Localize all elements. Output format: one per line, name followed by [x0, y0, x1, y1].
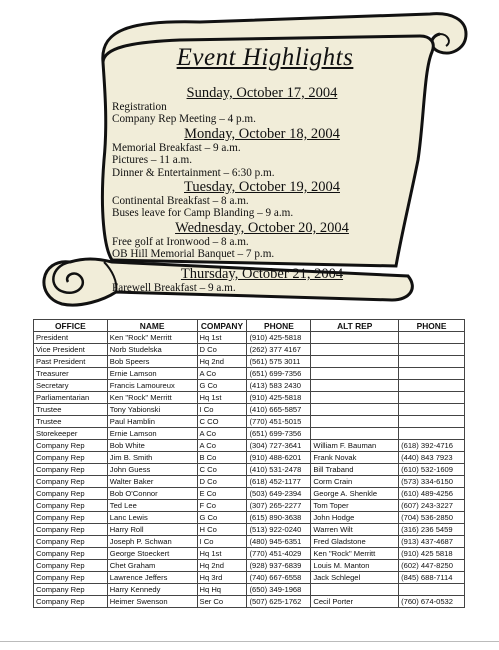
- day-heading: Sunday, October 17, 2004: [186, 85, 338, 101]
- phone-cell: (410) 531-2478: [247, 464, 311, 476]
- column-header-company: COMPANY: [197, 320, 247, 332]
- office-cell: Treasurer: [34, 368, 108, 380]
- office-cell: Company Rep: [34, 476, 108, 488]
- alt-phone-cell: [399, 584, 465, 596]
- company-cell: F Co: [197, 500, 247, 512]
- office-cell: President: [34, 332, 108, 344]
- roster-body: [34, 332, 465, 608]
- name-cell: Harry Kennedy: [107, 584, 197, 596]
- alt-phone-cell: (610) 489-4256: [399, 488, 465, 500]
- company-cell: A Co: [197, 368, 247, 380]
- office-cell: Secretary: [34, 380, 108, 392]
- day-heading: Thursday, October 21, 2004: [180, 266, 344, 282]
- office-cell: Trustee: [34, 416, 108, 428]
- name-cell: Bob White: [107, 440, 197, 452]
- phone-cell: (910) 488-6201: [247, 452, 311, 464]
- day-item: Pictures – 11 a.m.: [112, 154, 193, 167]
- company-cell: Hq 1st: [197, 332, 247, 344]
- office-cell: Company Rep: [34, 548, 108, 560]
- alt-rep-cell: [311, 392, 399, 404]
- company-cell: I Co: [197, 536, 247, 548]
- alt-rep-cell: Louis M. Manton: [311, 560, 399, 572]
- office-cell: Company Rep: [34, 572, 108, 584]
- phone-cell: (513) 922-0240: [247, 524, 311, 536]
- name-cell: Jim B. Smith: [107, 452, 197, 464]
- alt-rep-cell: John Hodge: [311, 512, 399, 524]
- alt-phone-cell: [399, 392, 465, 404]
- office-cell: Company Rep: [34, 584, 108, 596]
- name-cell: Norb Studelska: [107, 344, 197, 356]
- alt-rep-cell: Bill Traband: [311, 464, 399, 476]
- name-cell: Bob O'Connor: [107, 488, 197, 500]
- alt-rep-cell: [311, 404, 399, 416]
- company-cell: Hq Hq: [197, 584, 247, 596]
- phone-cell: (770) 451-4029: [247, 548, 311, 560]
- phone-cell: (740) 667-6558: [247, 572, 311, 584]
- office-cell: Vice President: [34, 344, 108, 356]
- phone-cell: (650) 349-1968: [247, 584, 311, 596]
- alt-phone-cell: (602) 447-8250: [399, 560, 465, 572]
- alt-phone-cell: (845) 688-7114: [399, 572, 465, 584]
- alt-rep-cell: Frank Novak: [311, 452, 399, 464]
- company-cell: C Co: [197, 464, 247, 476]
- phone-cell: (651) 699-7356: [247, 428, 311, 440]
- office-cell: Company Rep: [34, 440, 108, 452]
- office-cell: Trustee: [34, 404, 108, 416]
- day-heading: Monday, October 18, 2004: [184, 126, 340, 142]
- table-row: [34, 584, 465, 596]
- name-cell: Harry Roll: [107, 524, 197, 536]
- table-row: [34, 548, 465, 560]
- company-cell: Hq 1st: [197, 392, 247, 404]
- table-row: [34, 332, 465, 344]
- office-cell: Company Rep: [34, 560, 108, 572]
- phone-cell: (503) 649-2394: [247, 488, 311, 500]
- name-cell: Bob Speers: [107, 356, 197, 368]
- name-cell: Ken "Rock" Merritt: [107, 392, 197, 404]
- company-cell: Hq 2nd: [197, 356, 247, 368]
- alt-phone-cell: [399, 332, 465, 344]
- name-cell: John Guess: [107, 464, 197, 476]
- table-row: [34, 428, 465, 440]
- column-header-alt-phone: PHONE: [399, 320, 465, 332]
- alt-phone-cell: (610) 532-1609: [399, 464, 465, 476]
- name-cell: Ted Lee: [107, 500, 197, 512]
- day-item: OB Hill Memorial Banquet – 7 p.m.: [112, 248, 275, 261]
- company-cell: D Co: [197, 476, 247, 488]
- office-cell: Past President: [34, 356, 108, 368]
- day-item: Company Rep Meeting – 4 p.m.: [112, 113, 256, 126]
- table-row: [34, 476, 465, 488]
- table-row: [34, 368, 465, 380]
- phone-cell: (507) 625-1762: [247, 596, 311, 608]
- alt-rep-cell: [311, 428, 399, 440]
- day-heading: Wednesday, October 20, 2004: [175, 220, 349, 236]
- table-row: [34, 404, 465, 416]
- company-cell: E Co: [197, 488, 247, 500]
- company-cell: Hq 3rd: [197, 572, 247, 584]
- name-cell: Ken "Rock" Merritt: [107, 332, 197, 344]
- alt-phone-cell: [399, 380, 465, 392]
- table-row: [34, 596, 465, 608]
- office-cell: Storekeeper: [34, 428, 108, 440]
- alt-phone-cell: [399, 368, 465, 380]
- company-cell: G Co: [197, 512, 247, 524]
- day-item: Free golf at Ironwood – 8 a.m.: [112, 236, 249, 248]
- office-cell: Company Rep: [34, 452, 108, 464]
- alt-phone-cell: [399, 404, 465, 416]
- day-block-wednesday: [112, 221, 412, 261]
- name-cell: Joseph P. Schwan: [107, 536, 197, 548]
- name-cell: Heimer Swenson: [107, 596, 197, 608]
- phone-cell: (928) 937-6839: [247, 560, 311, 572]
- company-cell: I Co: [197, 404, 247, 416]
- office-cell: Parliamentarian: [34, 392, 108, 404]
- column-header-office: OFFICE: [34, 320, 108, 332]
- name-cell: Lawrence Jeffers: [107, 572, 197, 584]
- company-cell: D Co: [197, 344, 247, 356]
- alt-phone-cell: (910) 425 5818: [399, 548, 465, 560]
- office-cell: Company Rep: [34, 524, 108, 536]
- company-cell: Ser Co: [197, 596, 247, 608]
- officers-roster-table: [33, 319, 465, 608]
- alt-rep-cell: [311, 416, 399, 428]
- phone-cell: (304) 727-3641: [247, 440, 311, 452]
- day-block-monday: [112, 127, 412, 179]
- table-row: [34, 572, 465, 584]
- company-cell: A Co: [197, 428, 247, 440]
- table-row: [34, 464, 465, 476]
- alt-rep-cell: Warren Wilt: [311, 524, 399, 536]
- alt-rep-cell: [311, 380, 399, 392]
- office-cell: Company Rep: [34, 536, 108, 548]
- day-block-thursday: [112, 267, 412, 294]
- day-item: Memorial Breakfast – 9 a.m.: [112, 142, 241, 154]
- table-row: [34, 380, 465, 392]
- name-cell: Francis Lamoureux: [107, 380, 197, 392]
- name-cell: Tony Yabionski: [107, 404, 197, 416]
- phone-cell: (307) 265-2277: [247, 500, 311, 512]
- alt-phone-cell: (618) 392-4716: [399, 440, 465, 452]
- alt-rep-cell: Jack Schlegel: [311, 572, 399, 584]
- name-cell: Ernie Lamson: [107, 428, 197, 440]
- alt-rep-cell: [311, 332, 399, 344]
- table-row: [34, 536, 465, 548]
- alt-phone-cell: (704) 536-2850: [399, 512, 465, 524]
- alt-rep-cell: [311, 356, 399, 368]
- table-row: [34, 356, 465, 368]
- column-header-alt-rep: ALT REP: [311, 320, 399, 332]
- table-row: [34, 560, 465, 572]
- phone-cell: (262) 377 4167: [247, 344, 311, 356]
- alt-rep-cell: Cecil Porter: [311, 596, 399, 608]
- page-bottom-rule: [0, 641, 499, 642]
- table-row: [34, 500, 465, 512]
- event-title: Event Highlights: [176, 44, 354, 71]
- name-cell: Lanc Lewis: [107, 512, 197, 524]
- alt-phone-cell: (316) 236 5459: [399, 524, 465, 536]
- alt-rep-cell: [311, 368, 399, 380]
- day-item: Farewell Breakfast – 9 a.m.: [112, 282, 236, 294]
- alt-rep-cell: Ken "Rock" Merritt: [311, 548, 399, 560]
- company-cell: H Co: [197, 524, 247, 536]
- alt-phone-cell: [399, 356, 465, 368]
- day-item: Registration: [112, 101, 167, 113]
- alt-phone-cell: (607) 243-3227: [399, 500, 465, 512]
- name-cell: Ernie Lamson: [107, 368, 197, 380]
- phone-cell: (651) 699-7356: [247, 368, 311, 380]
- table-header-row: [34, 320, 465, 332]
- day-block-sunday: [112, 86, 412, 126]
- table-row: [34, 512, 465, 524]
- alt-rep-cell: [311, 344, 399, 356]
- name-cell: Chet Graham: [107, 560, 197, 572]
- phone-cell: (561) 575 3011: [247, 356, 311, 368]
- alt-rep-cell: William F. Bauman: [311, 440, 399, 452]
- table-row: [34, 440, 465, 452]
- alt-phone-cell: (913) 437-4687: [399, 536, 465, 548]
- column-header-phone: PHONE: [247, 320, 311, 332]
- alt-rep-cell: George A. Shenkle: [311, 488, 399, 500]
- table-row: [34, 488, 465, 500]
- day-item: Continental Breakfast – 8 a.m.: [112, 195, 249, 207]
- phone-cell: (615) 890-3638: [247, 512, 311, 524]
- company-cell: A Co: [197, 440, 247, 452]
- name-cell: George Stoeckert: [107, 548, 197, 560]
- alt-phone-cell: [399, 344, 465, 356]
- alt-phone-cell: (760) 674-0532: [399, 596, 465, 608]
- table-row: [34, 452, 465, 464]
- office-cell: Company Rep: [34, 488, 108, 500]
- table-row: [34, 524, 465, 536]
- company-cell: Hq 2nd: [197, 560, 247, 572]
- day-block-tuesday: [112, 180, 412, 220]
- phone-cell: (480) 945-6351: [247, 536, 311, 548]
- phone-cell: (413) 583 2430: [247, 380, 311, 392]
- alt-rep-cell: [311, 584, 399, 596]
- phone-cell: (410) 665-5857: [247, 404, 311, 416]
- alt-rep-cell: Corm Crain: [311, 476, 399, 488]
- day-heading: Tuesday, October 19, 2004: [184, 179, 340, 195]
- day-item: Dinner & Entertainment – 6:30 p.m.: [112, 166, 275, 179]
- table-row: [34, 416, 465, 428]
- table-row: [34, 344, 465, 356]
- alt-phone-cell: [399, 416, 465, 428]
- phone-cell: (910) 425-5818: [247, 332, 311, 344]
- company-cell: Hq 1st: [197, 548, 247, 560]
- phone-cell: (910) 425-5818: [247, 392, 311, 404]
- company-cell: B Co: [197, 452, 247, 464]
- day-item: Buses leave for Camp Blanding – 9 a.m.: [112, 207, 294, 220]
- name-cell: Walter Baker: [107, 476, 197, 488]
- name-cell: Paul Hamblin: [107, 416, 197, 428]
- table-row: [34, 392, 465, 404]
- alt-phone-cell: (573) 334-6150: [399, 476, 465, 488]
- company-cell: C CO: [197, 416, 247, 428]
- office-cell: Company Rep: [34, 464, 108, 476]
- office-cell: Company Rep: [34, 500, 108, 512]
- alt-rep-cell: Fred Gladstone: [311, 536, 399, 548]
- alt-phone-cell: [399, 428, 465, 440]
- office-cell: Company Rep: [34, 512, 108, 524]
- column-header-name: NAME: [107, 320, 197, 332]
- office-cell: Company Rep: [34, 596, 108, 608]
- phone-cell: (618) 452-1177: [247, 476, 311, 488]
- alt-rep-cell: Tom Toper: [311, 500, 399, 512]
- phone-cell: (770) 451-5015: [247, 416, 311, 428]
- alt-phone-cell: (440) 843 7923: [399, 452, 465, 464]
- company-cell: G Co: [197, 380, 247, 392]
